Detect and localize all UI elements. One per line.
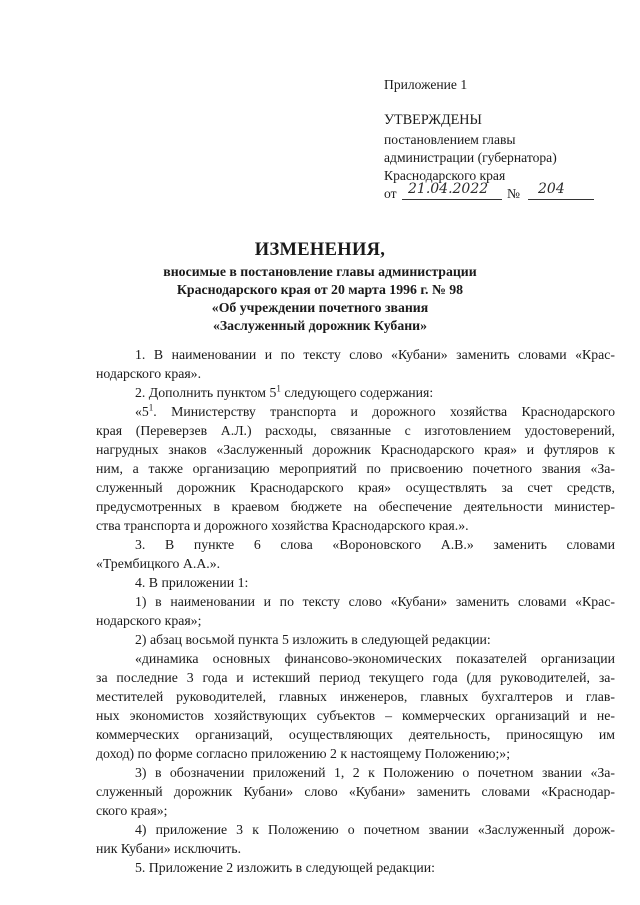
body-line: ник Кубани» исключить. <box>96 841 242 856</box>
body-line: 3) в обозначении приложений 1, 2 к Положению о почетном звании «За- <box>135 765 615 780</box>
approved-label: УТВЕРЖДЕНЫ <box>384 112 482 128</box>
number-sign: № <box>507 186 520 201</box>
body-line: края (Переверзев А.Л.) расходы, связанные с изготовлением удостоверений, <box>96 423 615 438</box>
body-line: коммерческих организаций, осуществляющих деятельность, приносящую им <box>96 727 615 742</box>
handwritten-date: 21.04.2022 <box>408 181 489 197</box>
date-underline <box>402 199 502 200</box>
body-line: «динамика основных финансово-экономических показателей организации <box>135 651 615 666</box>
body-line: 4. В приложении 1: <box>135 575 249 590</box>
title-line-4: «Заслуженный дорожник Кубани» <box>212 318 428 333</box>
body-line: нагрудных знаков «Заслуженный дорожник Краснодарского края» и футляров к <box>96 442 615 457</box>
body-line: 3. В пункте 6 слова «Вороновского А.В.» заменить словами <box>135 537 615 552</box>
body-line: «Трембицкого А.А.». <box>96 556 221 571</box>
body-line: 2) абзац восьмой пункта 5 изложить в следующей редакции: <box>135 632 491 647</box>
body-line: 2. Дополнить пунктом $5^1$ следующего содержания: <box>135 383 434 400</box>
body-line: 1. В наименовании и по тексту слово «Кубани» заменить словами «Крас- <box>135 347 615 362</box>
body-line: доход) по форме согласно приложению 2 к настоящему Положению;»; <box>96 746 511 761</box>
number-underline <box>528 199 594 200</box>
body-line: 1) в наименовании и по тексту слово «Кубани» заменить словами «Крас- <box>135 594 615 609</box>
body-line: нодарского края». <box>96 366 202 381</box>
body-line: предусмотренных в краевом бюджете на обеспечение деятельности министер- <box>96 499 615 514</box>
body-line: служенный дорожник Краснодарского края» осуществлять за счет средств, <box>96 480 615 495</box>
body-line: ним, а также организацию мероприятий по присвоению почетного звания «За- <box>96 461 615 476</box>
body-line: служенный дорожник Кубани» слово «Кубани» заменить словами «Краснодар- <box>96 784 615 799</box>
approval-line-2: администрации (губернатора) <box>384 150 557 165</box>
handwritten-number: 204 <box>538 181 565 197</box>
title-line-2: Краснодарского края от 20 марта 1996 г. № 98 <box>176 282 464 297</box>
body-line: нодарского края»; <box>96 613 202 628</box>
approval-line-1: постановлением главы <box>384 132 516 147</box>
body-line: за последние 3 года и истекший период текущего года (для руководителей, за- <box>96 670 615 685</box>
body-line: ных экономистов хозяйствующих субъектов – коммерческих организаций и не- <box>96 708 615 723</box>
body-line: 5. Приложение 2 изложить в следующей редакции: <box>135 860 435 875</box>
body-line: 4) приложение 3 к Положению о почетном звании «Заслуженный дорож- <box>135 822 615 837</box>
body-line: ства транспорта и дорожного хозяйства Краснодарского края.». <box>96 518 469 533</box>
body-line: ского края»; <box>96 803 168 818</box>
body-line: местителей руководителей, главных инженеров, главных бухгалтеров и глав- <box>96 689 615 704</box>
date-prefix: от <box>384 186 397 201</box>
document-heading: ИЗМЕНЕНИЯ, <box>254 240 386 260</box>
approval-line-3: Краснодарского края <box>384 168 506 183</box>
appendix-label: Приложение 1 <box>384 77 468 92</box>
title-line-1: вносимые в постановление главы администрации <box>163 264 477 279</box>
title-line-3: «Об учреждении почетного звания <box>211 300 429 315</box>
body-line: «$5^1$. Министерству транспорта и дорожного хозяйства Краснодарского <box>135 402 615 419</box>
